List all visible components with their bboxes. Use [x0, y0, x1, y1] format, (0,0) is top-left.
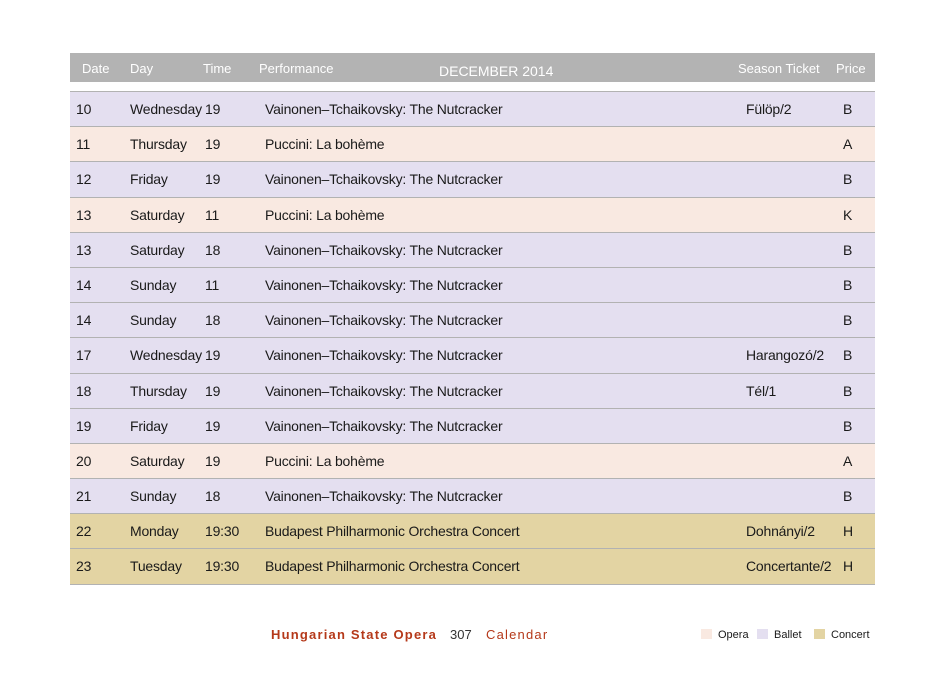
header-day: Day	[130, 61, 154, 76]
header-price: Price	[836, 61, 866, 76]
footer-brand: Hungarian State Opera	[271, 627, 438, 642]
row-time: 18	[205, 312, 221, 329]
row-date: 17	[76, 347, 92, 364]
row-date: 12	[76, 171, 92, 188]
row-performance: Budapest Philharmonic Orchestra Concert	[265, 523, 520, 540]
row-performance: Vainonen–Tchaikovsky: The Nutcracker	[265, 101, 503, 117]
row-day: Saturday	[130, 206, 185, 223]
table-header	[70, 53, 875, 82]
row-season-ticket: Fülöp/2	[746, 101, 792, 117]
row-price: B	[843, 101, 853, 117]
header-month: DECEMBER 2014	[439, 63, 554, 79]
row-price: B	[843, 312, 853, 329]
legend-concert-swatch	[814, 629, 825, 639]
header-season-ticket: Season Ticket	[738, 61, 820, 76]
row-performance: Puccini: La bohème	[265, 136, 385, 153]
header-date: Date	[82, 61, 110, 76]
row-day: Tuesday	[130, 558, 182, 575]
row-date: 11	[76, 136, 91, 153]
row-performance: Vainonen–Tchaikovsky: The Nutcracker	[265, 488, 503, 505]
row-price: B	[843, 276, 853, 293]
row-performance: Budapest Philharmonic Orchestra Concert	[265, 558, 520, 575]
row-day: Thursday	[130, 136, 187, 153]
table-row	[70, 162, 875, 197]
row-time: 19	[205, 382, 221, 399]
table-row	[70, 549, 875, 584]
row-price: H	[843, 558, 853, 575]
row-price: B	[843, 241, 853, 258]
row-date: 18	[76, 382, 92, 399]
row-date: 20	[76, 452, 92, 469]
row-date: 10	[76, 101, 92, 117]
row-performance: Vainonen–Tchaikovsky: The Nutcracker	[265, 347, 503, 364]
row-season-ticket: Concertante/2	[746, 558, 832, 575]
row-time: 19	[205, 101, 221, 117]
row-time: 19	[205, 347, 221, 364]
row-day: Wednesday	[130, 101, 202, 117]
row-time: 11	[205, 206, 220, 223]
row-day: Saturday	[130, 452, 185, 469]
row-time: 19	[205, 452, 221, 469]
page-number: 307	[450, 627, 472, 642]
row-price: K	[843, 206, 853, 223]
table-row	[70, 198, 875, 233]
row-date: 13	[76, 206, 92, 223]
row-price: B	[843, 382, 853, 399]
row-day: Sunday	[130, 312, 177, 329]
row-date: 21	[76, 488, 92, 505]
schedule-table	[70, 91, 875, 585]
row-performance: Puccini: La bohème	[265, 452, 385, 469]
row-day: Wednesday	[130, 347, 202, 364]
row-day: Saturday	[130, 241, 185, 258]
row-day: Sunday	[130, 488, 177, 505]
row-performance: Vainonen–Tchaikovsky: The Nutcracker	[265, 171, 503, 188]
row-price: H	[843, 523, 853, 540]
legend-opera-label: Opera	[718, 629, 749, 641]
row-date: 14	[76, 276, 92, 293]
legend-concert	[814, 629, 870, 641]
table-row	[70, 479, 875, 514]
row-time: 19:30	[205, 558, 240, 575]
row-time: 19	[205, 171, 221, 188]
table-row	[70, 338, 875, 373]
legend-ballet-label: Ballet	[774, 629, 802, 641]
row-day: Friday	[130, 417, 168, 434]
row-performance: Vainonen–Tchaikovsky: The Nutcracker	[265, 417, 503, 434]
header-time: Time	[203, 61, 232, 76]
row-time: 19:30	[205, 523, 240, 540]
legend-opera	[701, 629, 749, 641]
row-price: B	[843, 171, 853, 188]
row-day: Thursday	[130, 382, 187, 399]
row-price: A	[843, 136, 853, 153]
row-performance: Puccini: La bohème	[265, 206, 385, 223]
row-performance: Vainonen–Tchaikovsky: The Nutcracker	[265, 241, 503, 258]
row-date: 14	[76, 312, 92, 329]
row-time: 11	[205, 276, 220, 293]
table-row	[70, 233, 875, 268]
row-date: 19	[76, 417, 92, 434]
table-row	[70, 268, 875, 303]
page-footer	[0, 627, 945, 647]
row-performance: Vainonen–Tchaikovsky: The Nutcracker	[265, 382, 503, 399]
row-day: Monday	[130, 523, 179, 540]
row-season-ticket: Dohnányi/2	[746, 523, 815, 540]
table-row	[70, 409, 875, 444]
row-price: A	[843, 452, 853, 469]
row-date: 13	[76, 241, 92, 258]
row-time: 18	[205, 241, 221, 258]
table-row	[70, 91, 875, 127]
row-date: 23	[76, 558, 92, 575]
row-season-ticket: Harangozó/2	[746, 347, 824, 364]
footer-section: Calendar	[486, 627, 549, 642]
row-date: 22	[76, 523, 92, 540]
row-time: 19	[205, 417, 221, 434]
row-season-ticket: Tél/1	[746, 382, 777, 399]
legend-concert-label: Concert	[831, 629, 870, 641]
table-row	[70, 444, 875, 479]
row-day: Friday	[130, 171, 168, 188]
legend-ballet	[757, 629, 802, 641]
row-time: 19	[205, 136, 221, 153]
table-row	[70, 127, 875, 162]
table-row	[70, 303, 875, 338]
row-day: Sunday	[130, 276, 177, 293]
row-price: B	[843, 488, 853, 505]
row-price: B	[843, 417, 853, 434]
legend-ballet-swatch	[757, 629, 768, 639]
row-performance: Vainonen–Tchaikovsky: The Nutcracker	[265, 276, 503, 293]
table-row	[70, 514, 875, 549]
legend-opera-swatch	[701, 629, 712, 639]
row-price: B	[843, 347, 853, 364]
header-performance: Performance	[259, 61, 334, 76]
row-time: 18	[205, 488, 221, 505]
row-performance: Vainonen–Tchaikovsky: The Nutcracker	[265, 312, 503, 329]
table-row	[70, 374, 875, 409]
